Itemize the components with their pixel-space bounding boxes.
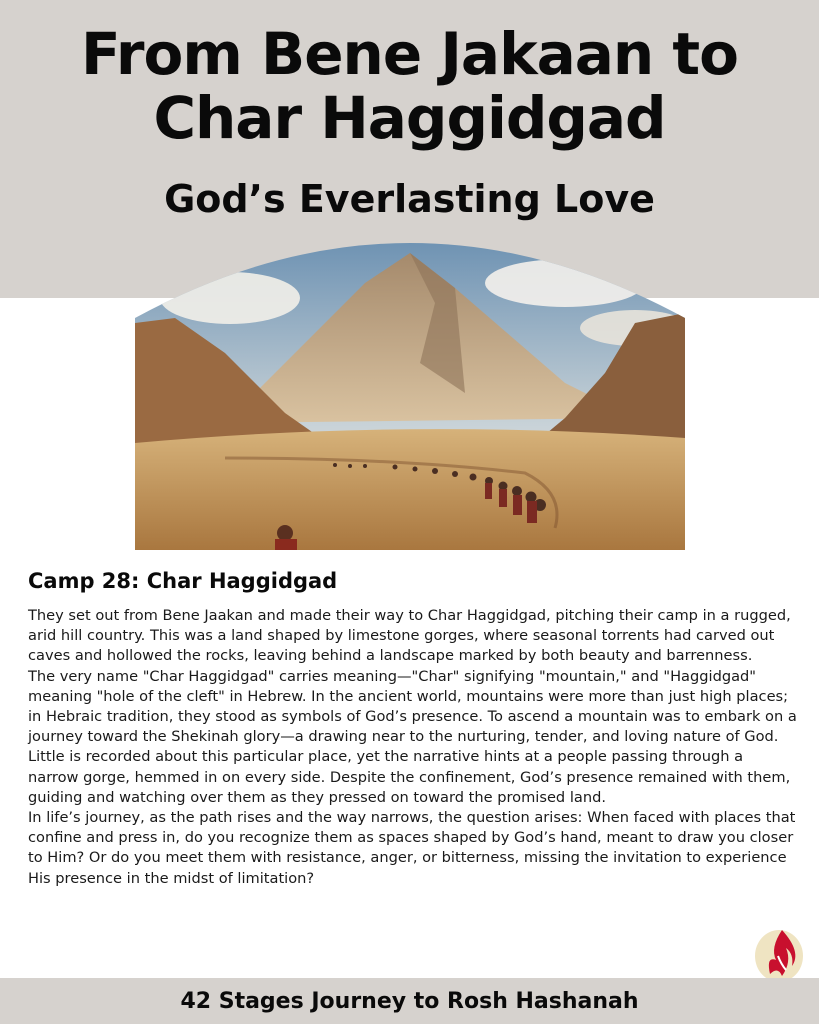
- paragraph: Little is recorded about this particular place, yet the narrative hints at a people passing through a narrow gorge, hemmed in on every side. Despite the confinement, God’s presence remained with them, guiding and watching over them as they pressed on toward the promised land.: [28, 748, 791, 806]
- page-subtitle: God’s Everlasting Love: [164, 177, 655, 221]
- page-title: [0, 22, 819, 150]
- paragraph: They set out from Bene Jaakan and made their way to Char Haggidgad, pitching their camp in a rugged, arid hill country. This was a land shaped by limestone gorges, where seasonal torrents had carved out caves and hollowed the rocks, leaving behind a landscape marked by both beauty and barrenness.: [28, 607, 791, 665]
- footer-title: 42 Stages Journey to Rosh Hashanah: [180, 989, 639, 1014]
- title-line-2: Char Haggidgad: [153, 84, 666, 152]
- title-line-1: From Bene Jakaan to: [81, 20, 738, 88]
- body-text: [28, 606, 798, 889]
- section-heading: Camp 28: Char Haggidgad: [28, 569, 338, 593]
- hero-illustration: [135, 243, 685, 550]
- paragraph: In life’s journey, as the path rises and the way narrows, the question arises: When faced with places that confine and press in, do you recognize them as spaces shaped by God’s hand, meant to draw you closer to Him? Or do you meet them with resistance, anger, or bitterness, missing the invitation to experience His presence in the midst of limitation?: [28, 809, 796, 887]
- desert-caravan-image: [135, 243, 685, 550]
- paragraph: The very name "Char Haggidgad" carries meaning—"Char" signifying "mountain," and "Haggidgad" meaning "hole of the cleft" in Hebrew. In the ancient world, mountains were more than just high places; in Hebraic tradition, they stood as symbols of God’s presence. To ascend a mountain was to embark on a journey toward the Shekinah glory—a drawing near to the nurturing, tender, and loving nature of God.: [28, 667, 797, 746]
